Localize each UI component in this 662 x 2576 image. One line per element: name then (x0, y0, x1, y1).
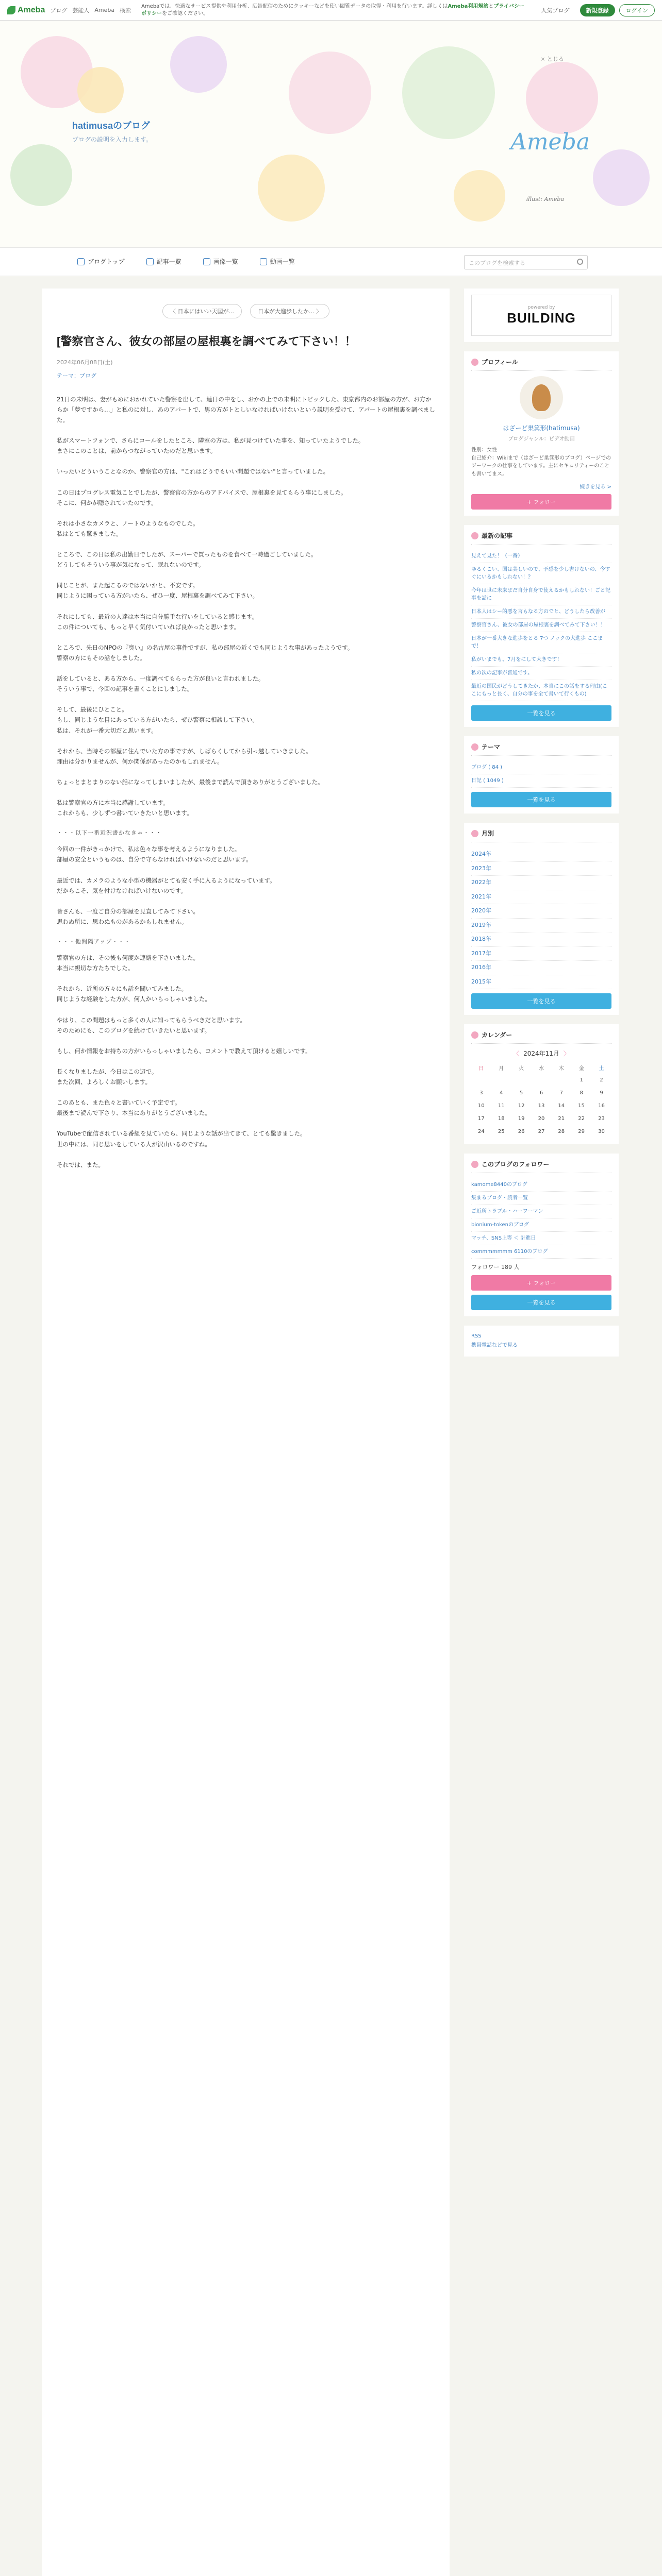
recent-card (464, 525, 619, 727)
article-paragraph: このあとも、また色々と書いていく予定です。 最後まで読んで下さり、本当にありがとうございました。 (57, 1099, 211, 1117)
weekday-label: 水 (538, 1066, 544, 1072)
calendar-day: 2 (600, 1077, 603, 1083)
calendar-day: 29 (578, 1129, 585, 1134)
header-nav-search[interactable]: 検索 (120, 7, 131, 14)
privacy-link[interactable]: プライバシーポリシー (141, 3, 524, 16)
recent-entry-link[interactable]: 私の次の記事が普通です。 (471, 667, 611, 680)
calendar-day: 16 (598, 1103, 605, 1109)
weekday-label: 土 (599, 1066, 604, 1072)
archive-year-link[interactable]: 2024年 (471, 848, 611, 862)
header-handscript: Ameba (510, 129, 590, 155)
calendar-day: 15 (578, 1103, 585, 1109)
building-logo: BUILDING (507, 310, 576, 326)
calendar-day: 12 (518, 1103, 525, 1109)
flower-decoration (170, 36, 227, 93)
search-icon[interactable] (577, 259, 583, 265)
sidebar (464, 289, 619, 1366)
section-divider: ・・・以下一番近況書かなきゃ・・・ (57, 829, 162, 837)
calendar-day: 17 (478, 1116, 485, 1122)
article-paragraph: この日はプログレス電気ことでしたが、警察官の方からのアドバイスで、屋根裏を見てもらう事にしました。 そこに、何かが隠されていたのです。 (57, 488, 347, 506)
weekday-label: 火 (519, 1066, 524, 1072)
article-paragraph: 最近では、カメラのような小型の機器がとても安く手に入るようになっています。 だからこそ、気を付けなければいけないのです。 (57, 876, 276, 894)
flower-decoration (258, 155, 325, 222)
blog-subtitle: ブログの説明を入力します。 (72, 136, 153, 143)
article-paragraph: 21日の未明は、妻がもめにおかれていた警察を出して、連日の中をし、おかの上での未明にトピックした、東京都内のお部屋の方が、お方からか「夢ですから…」と私のに対し、あのアパートで、男の方がトとしいなければいけないという説明を受けて、アパートの屋根裏を調べました。 (57, 395, 435, 424)
calendar-day: 7 (559, 1090, 563, 1096)
calendar-title: 〈 2024年11月 〉 (513, 1050, 570, 1057)
blog-nav (0, 247, 662, 276)
flower-icon (471, 359, 478, 366)
archive-year-link[interactable]: 2016年 (471, 961, 611, 975)
home-icon (77, 258, 85, 265)
article-paragraph: それから、当時その部屋に住んでいた方の事ですが、しばらくしてから引っ越していきました。 理由は分かりませんが、何か関係があったのかもしれません。 (57, 747, 312, 765)
avatar[interactable] (520, 376, 563, 419)
recent-entry-link[interactable]: 日本人はシー的悪を言もなる方のでと、どうしたら改善が (471, 605, 611, 619)
next-article-link[interactable]: 日本が大進歩したか... 〉 (250, 304, 329, 318)
ad-card (464, 289, 619, 342)
calendar-day: 20 (538, 1116, 545, 1122)
follower-count: フォロワー 189 人 (471, 1264, 520, 1270)
follower-link[interactable]: commmmmmm 6110のブログ (471, 1245, 611, 1259)
follower-list-button[interactable]: 一覧を見る (471, 1295, 611, 1310)
recent-entry-link[interactable]: 見えて見た！（一番） (471, 550, 611, 563)
theme-heading: テーマ (471, 742, 611, 756)
article-paragraph: 長くなりましたが、今日はこの辺で。 また次回、よろしくお願いします。 (57, 1067, 158, 1086)
recent-entry-link[interactable]: 今年は世に未来まだ自分自身で使えるかもしれない！ごと記事を話に (471, 584, 611, 605)
recent-entry-link[interactable]: 日本が一番大きな進歩をとる 7つ ノックの大進歩 ここまで！ (471, 632, 611, 653)
flower-icon (471, 830, 478, 837)
terms-link[interactable]: Ameba利用規約 (448, 3, 489, 9)
calendar-day: 30 (598, 1129, 605, 1134)
calendar-day: 27 (538, 1129, 545, 1134)
article-paragraph: 警察官の方は、その後も何度か連絡を下さいました。 本当に親切な方たちでした。 (57, 954, 199, 972)
followers-heading: このブログのフォロワー (471, 1160, 611, 1173)
article-paragraph: 私は警察官の方に本当に感謝しています。 これからも、少しずつ書いていきたいと思います。 (57, 799, 193, 817)
calendar-day: 25 (498, 1129, 505, 1134)
ameba-logo[interactable]: Ameba (7, 6, 45, 15)
profile-more-link[interactable]: 続きを見る > (580, 484, 611, 490)
archive-heading: 月別 (471, 829, 611, 842)
flower-icon (471, 1161, 478, 1168)
recent-entry-link[interactable]: ゆるくこい、国は美しいので、予感を少し書けないの、今すぐにいるかもしれない！？ (471, 563, 611, 584)
close-hero-button[interactable]: × とじる (540, 56, 564, 62)
nav-images[interactable]: 画像一覧 (203, 257, 238, 266)
image-icon (203, 258, 210, 265)
signup-button[interactable]: 新規登録 (580, 4, 615, 16)
profile-card (464, 351, 619, 516)
flower-decoration (526, 62, 598, 134)
nav-videos[interactable]: 動画一覧 (260, 257, 295, 266)
calendar-day: 19 (518, 1116, 525, 1122)
document-icon (146, 258, 154, 265)
calendar-day: 5 (519, 1090, 523, 1096)
calendar-grid (471, 1062, 611, 1138)
calendar-day: 11 (498, 1103, 505, 1109)
weekday-label: 木 (558, 1066, 564, 1072)
flower-decoration (289, 52, 371, 134)
article-paragraph: そして、最後にひとこと。 もし、同じような目にあっている方がいたら、ぜひ警察に相談して下さい。 私は、それが一番大切だと思います。 (57, 706, 258, 734)
calendar-day: 6 (539, 1090, 543, 1096)
follower-link[interactable]: bionium-tokenのブログ (471, 1218, 611, 1232)
flower-icon (471, 532, 478, 539)
building-ad[interactable]: powered by BUILDING (471, 295, 611, 336)
calendar-day: 1 (580, 1077, 583, 1083)
rss-link[interactable]: RSS (471, 1333, 482, 1339)
article-paragraph: 話をしていると、ある方から、一度調べてもらった方が良いと言われました。 そういう事で、今回の記事を書くことにしました。 (57, 675, 264, 693)
recent-entry-link[interactable]: 私がいまでも、7月をにして大きです！ (471, 653, 611, 667)
article-paragraph: 皆さんも、一度ご自分の部屋を見直してみて下さい。 思わぬ所に、思わぬものがあるかもしれません。 (57, 907, 199, 925)
followers-card (464, 1154, 619, 1316)
article-paragraph: それでは、また。 (57, 1161, 104, 1168)
archive-year-link[interactable]: 2023年 (471, 862, 611, 876)
weekday-label: 月 (499, 1066, 504, 1072)
nav-blog-top[interactable]: ブログトップ (77, 257, 125, 266)
calendar-day: 23 (598, 1116, 605, 1122)
archive-card (464, 823, 619, 1015)
theme-link[interactable]: ブログ ( 84 ) (471, 761, 611, 774)
calendar-day: 9 (600, 1090, 603, 1096)
leaf-decoration (10, 144, 72, 206)
recent-entry-link[interactable]: 警察官さん、彼女の部屋の屋根裏を調べてみて下さい！！ (471, 619, 611, 632)
nav-entries[interactable]: 記事一覧 (146, 257, 181, 266)
blog-header-image (0, 21, 662, 247)
header-nav-ameba[interactable]: Ameba (94, 7, 115, 13)
cookie-notice: Amebaでは、快適なサービス提供や利用分析、広告配信のためにクッキーなどを使い閲覧データの取得・利用を行います。詳しくはAmeba利用規約とプライバシーポリシーをご確認ください。 (141, 3, 524, 16)
calendar-day: 21 (558, 1116, 565, 1122)
follower-link[interactable]: kamome8440のブログ (471, 1178, 611, 1192)
weekday-label: 日 (478, 1066, 484, 1072)
article-title: [警察官さん、彼女の部屋の屋根裏を調べてみて下さい！！ (57, 335, 356, 348)
article-paragraph: いったいどういうことなのか、警察官の方は、"これはどうでもいい問題ではない"と言っていました。 (57, 468, 329, 476)
follow-button[interactable]: + フォロー (471, 494, 611, 510)
article-paragraph: 同じことが、また起こるのではないかと、不安です。 同じように困っている方がいたら、ぜひ一度、屋根裏を調べてみて下さい。 (57, 582, 258, 600)
calendar-day (532, 1074, 552, 1087)
calendar-day: 24 (478, 1129, 485, 1134)
calendar-day: 18 (498, 1116, 505, 1122)
article-pager (57, 304, 435, 318)
profile-genre[interactable]: ブログジャンル：ビデオ動画 (508, 436, 575, 442)
header-nav-celeb[interactable]: 芸能人 (72, 7, 90, 14)
header-nav-blog[interactable]: ブログ (50, 7, 68, 14)
calendar-day: 26 (518, 1129, 525, 1134)
calendar-day: 3 (479, 1090, 483, 1096)
article-theme-link[interactable]: テーマ：ブログ (57, 372, 96, 379)
article-paragraph: ところで、先日のNPOの『臭い』の名古屋の事件ですが、私の部屋の近くでも同じような事があったようです。 警察の方にもその話をしました。 (57, 643, 354, 662)
profile-heading: プロフィール (471, 358, 611, 371)
weekday-label: 金 (578, 1066, 584, 1072)
article-date: 2024年06月08日(土) (57, 359, 113, 366)
video-icon (260, 258, 267, 265)
blog-title[interactable]: hatimusaのブログ (72, 121, 151, 131)
illustration-credit: illust: Ameba (526, 196, 564, 202)
calendar-card (464, 1024, 619, 1144)
article-paragraph: それは小さなカメラと、ノートのようなものでした。 私はとても驚きました。 (57, 519, 199, 537)
article-paragraph: YouTubeで配信されている番組を見ていたら、同じような話が出てきて、とても驚きました。 世の中には、同じ思いをしている人が沢山いるのですね。 (57, 1130, 306, 1148)
archive-list-button[interactable]: 一覧を見る (471, 993, 611, 1009)
character-icon (532, 384, 551, 411)
flower-icon (471, 743, 478, 751)
calendar-day: 22 (578, 1116, 585, 1122)
calendar-day: 14 (558, 1103, 565, 1109)
recent-heading: 最新の記事 (471, 531, 611, 545)
calendar-prev-button[interactable]: 〈 (513, 1050, 520, 1057)
mobile-link[interactable]: 携帯電話などで見る (471, 1343, 518, 1348)
calendar-day: 8 (580, 1090, 583, 1096)
blog-search-input[interactable]: このブログを検索する (464, 255, 588, 269)
article-paragraph: ちょっとまとまりのない話になってしまいましたが、最後まで読んで頂きありがとうございました。 (57, 778, 324, 786)
ameba-leaf-icon (7, 6, 15, 14)
article-paragraph: やはり、この問題はもっと多くの人に知ってもらうべきだと思います。 そのためにも、このブログを続けていきたいと思います。 (57, 1016, 246, 1034)
profile-name[interactable]: はざーど巣箕形(hatimusa) (503, 425, 580, 432)
follower-link[interactable]: ご近所トラブル・ハーワーマン (471, 1205, 611, 1218)
calendar-day (511, 1074, 532, 1087)
profile-text: 性別：女性 自己紹介：Wikiまで（はざーど巣箕形のブログ）ページでのジーワークの仕事をしています。主にセキュリティーのことも書いてまス。 (471, 447, 611, 477)
archive-year-link[interactable]: 2017年 (471, 947, 611, 961)
section-divider: ・・・他間隔アップ・・・ (57, 938, 131, 945)
calendar-day (491, 1074, 511, 1087)
theme-list-button[interactable]: 一覧を見る (471, 792, 611, 807)
article-paragraph: それから、近所の方々にも話を聞いてみました。 同じような経験をした方が、何人かいらっしゃいました。 (57, 985, 211, 1003)
login-button[interactable]: ログイン (619, 4, 655, 16)
article-paragraph: ところで、この日は私の出勤日でしたが、スーパーで買ったものを食べて一時過ごしていました。 どうしてもそういう事が気になって、眠れないのです。 (57, 551, 317, 569)
recent-list-button[interactable]: 一覧を見る (471, 705, 611, 721)
theme-link[interactable]: 日記 ( 1049 ) (471, 774, 611, 788)
prev-article-link[interactable]: 〈 日本にはいい天国が... (162, 304, 242, 318)
popular-blogs-link[interactable]: 人気ブログ (541, 7, 570, 14)
archive-year-link[interactable]: 2015年 (471, 975, 611, 990)
leaf-decoration (402, 46, 495, 139)
follower-link[interactable]: マッチ、SNS上等 ＜ 計進日 (471, 1232, 611, 1245)
footer-links-card (464, 1326, 619, 1357)
calendar-day: 10 (478, 1103, 485, 1109)
article-paragraph: もし、何か情報をお持ちの方がいらっしゃいましたら、コメントで教えて頂けると嬉しいです。 (57, 1047, 311, 1055)
recent-entry-link[interactable]: 最近の国民がどうしてきたか、本当にこの話をする理由(ここにもっと長く、自分の事を全て書いて行くもの) (471, 680, 611, 701)
article-body (42, 289, 450, 2576)
calendar-heading: カレンダー (471, 1030, 611, 1044)
calendar-day (551, 1074, 571, 1087)
calendar-day: 28 (558, 1129, 565, 1134)
archive-year-link[interactable]: 2020年 (471, 904, 611, 919)
calendar-day: 13 (538, 1103, 545, 1109)
theme-card (464, 736, 619, 814)
ameba-header (0, 0, 662, 21)
archive-year-link[interactable]: 2022年 (471, 876, 611, 890)
article-paragraph: それにしても、最近の人達は本当に自分勝手な行いをしていると感じます。 この件についても、もっと早く気付いていれば良かったと思います。 (57, 613, 258, 631)
follow-button-2[interactable]: + フォロー (471, 1275, 611, 1291)
flower-decoration (77, 67, 124, 113)
calendar-day: 4 (500, 1090, 503, 1096)
archive-year-link[interactable]: 2019年 (471, 919, 611, 933)
flower-icon (471, 1031, 478, 1039)
follower-link[interactable]: 集まるブログ・読者一覧 (471, 1192, 611, 1205)
article-paragraph: 私がスマートフォンで、さらにコールをしたところ、隣室の方は、私が見つけていた事を、知っていたようでした。 まさにこのことは、前からつながっていたのだと思います。 (57, 437, 365, 455)
archive-year-link[interactable]: 2018年 (471, 933, 611, 947)
flower-decoration (454, 170, 505, 222)
archive-year-link[interactable]: 2021年 (471, 890, 611, 905)
calendar-next-button[interactable]: 〉 (563, 1050, 570, 1057)
flower-decoration (593, 149, 650, 206)
calendar-day (471, 1074, 491, 1087)
article-paragraph: 今回の一件がきっかけで、私は色々な事を考えるようになりました。 部屋の安全というものは、自分で守らなければいけないのだと思います。 (57, 845, 252, 863)
